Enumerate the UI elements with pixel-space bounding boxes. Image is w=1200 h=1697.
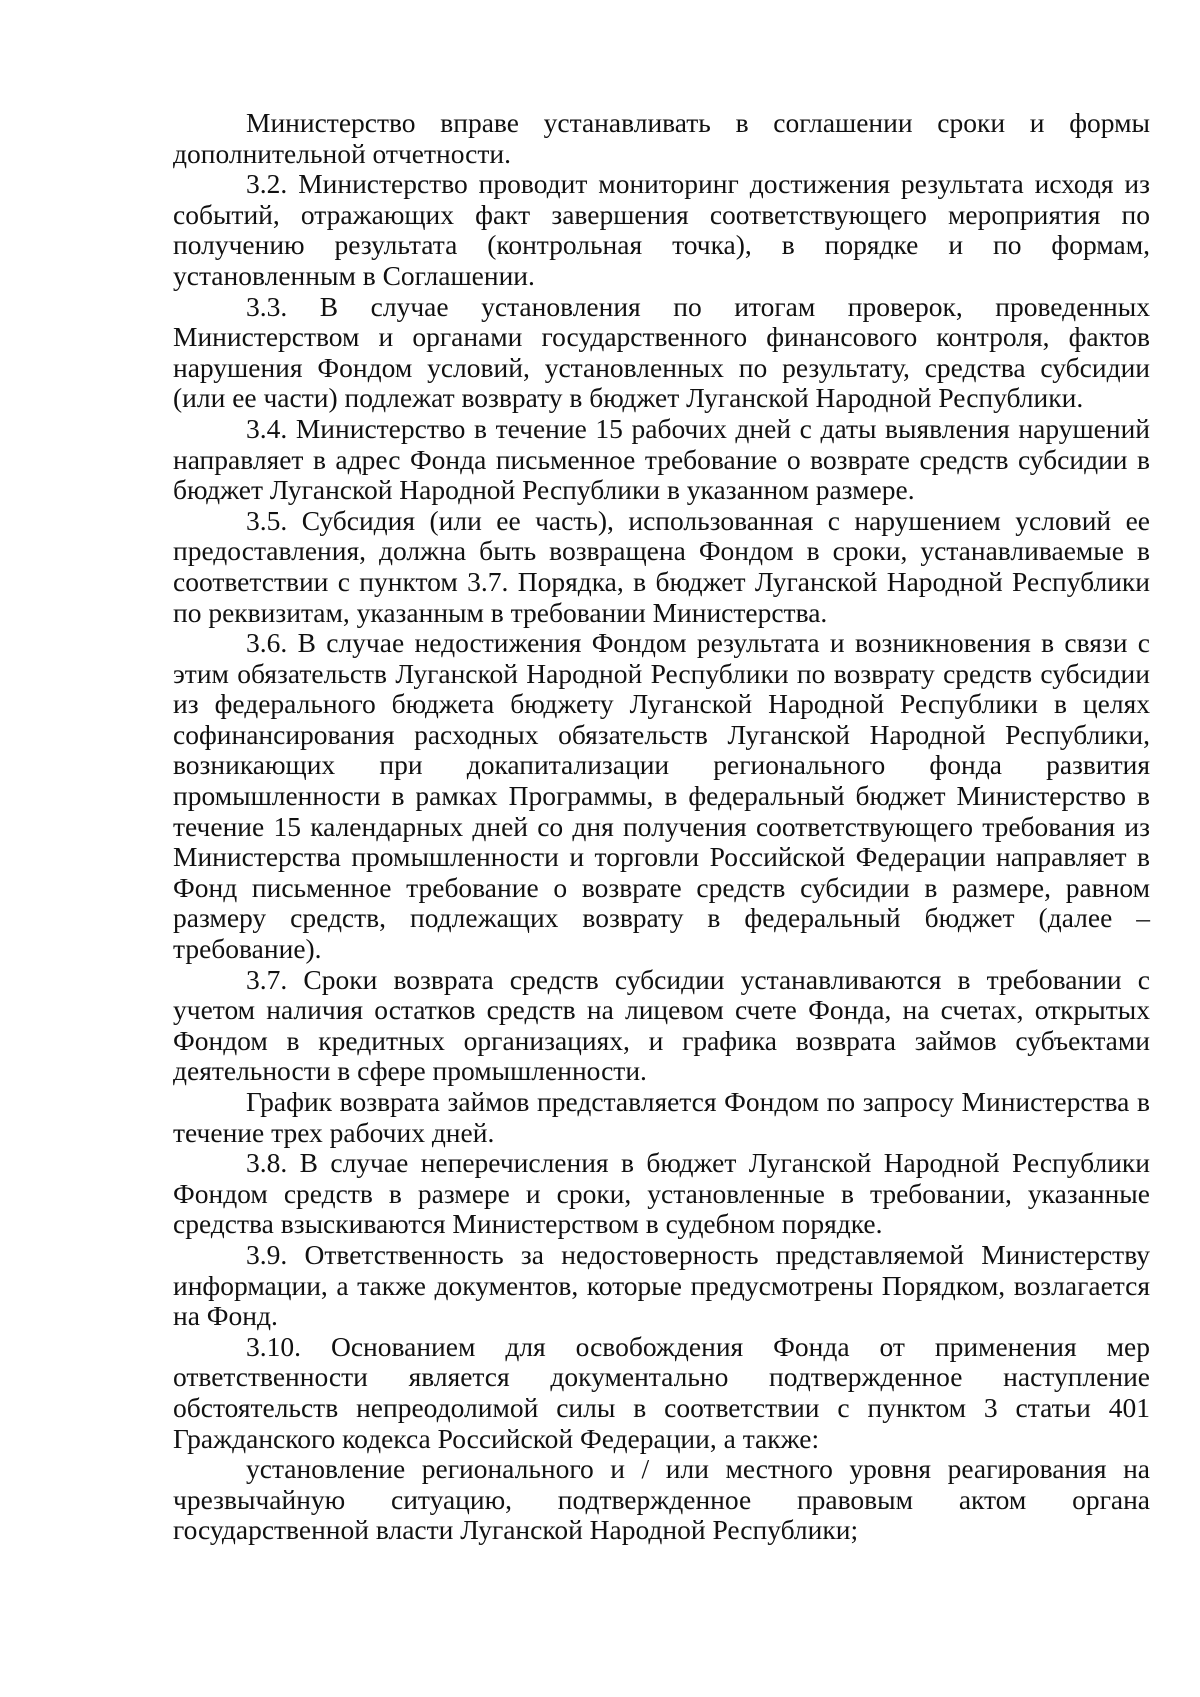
paragraph-reporting-terms: Министерство вправе устанавливать в соглашении сроки и формы дополнительной отчетности. <box>173 107 1150 169</box>
paragraph-3-4: 3.4. Министерство в течение 15 рабочих дней с даты выявления нарушений направляет в адрес Фонда письменное требование о возврате средств субсидии в бюджет Луганской Народной Республики в указанном размере. <box>173 412 1150 506</box>
paragraph-loan-schedule: График возврата займов представляется Фондом по запросу Министерства в течение трех рабочих дней. <box>173 1086 1150 1148</box>
paragraph-emergency-response: установление регионального и / или местного уровня реагирования на чрезвычайную ситуацию, подтвержденное правовым актом органа государственной власти Луганской Народной Республики; <box>173 1453 1150 1546</box>
paragraph-3-5: 3.5. Субсидия (или ее часть), использованная с нарушением условий ее предоставления, должна быть возвращена Фондом в сроки, устанавливаемые в соответствии с пунктом 3.7. Порядка, в бюджет Луганской Народной Республики по реквизитам, указанным в требовании Министерства. <box>173 504 1150 628</box>
paragraph-3-2: 3.2. Министерство проводит мониторинг достижения результата исходя из событий, отражающих факт завершения соответствующего мероприятия по получению результата (контрольная точка), в порядке и по формам, установленным в Соглашении. <box>173 168 1150 291</box>
paragraph-3-8: 3.8. В случае неперечисления в бюджет Луганской Народной Республики Фондом средств в размере и сроки, установленные в требовании, указанные средства взыскиваются Министерством в судебном порядке. <box>173 1147 1150 1240</box>
paragraph-3-7: 3.7. Сроки возврата средств субсидии устанавливаются в требовании с учетом наличия остатков средств на лицевом счете Фонда, на счетах, открытых Фондом в кредитных организациях, и графика возврата займов субъектами деятельности в сфере промышленности. <box>173 963 1150 1087</box>
document-page <box>173 108 1150 1546</box>
paragraph-3-9: 3.9. Ответственность за недостоверность представляемой Министерству информации, а также документов, которые предусмотрены Порядком, возлагается на Фонд. <box>173 1238 1150 1332</box>
paragraph-3-6: 3.6. В случае недостижения Фондом результата и возникновения в связи с этим обязательств Луганской Народной Республики по возврату средств субсидии из федерального бюджета бюджету Луганской Народной Республики в целях софинансирования расходных обязательств Луганской Народной Республики, возникающих при докапитализации регионального фонда развития промышленности в рамках Программы, в федеральный бюджет Министерство в течение 15 календарных дней со дня получения соответствующего требования из Министерства промышленности и торговли Российской Федерации направляет в Фонд письменное требование о возврате средств субсидии в размере, равном размеру средств, подлежащих возврату в федеральный бюджет (далее – требование). <box>173 627 1150 965</box>
paragraph-3-3: 3.3. В случае установления по итогам проверок, проведенных Министерством и органами государственного финансового контроля, фактов нарушения Фондом условий, установленных по результату, средства субсидии (или ее части) подлежат возврату в бюджет Луганской Народной Республики. <box>173 290 1150 414</box>
paragraph-3-10: 3.10. Основанием для освобождения Фонда от применения мер ответственности является документально подтвержденное наступление обстоятельств непреодолимой силы в соответствии с пунктом 3 статьи 401 Гражданского кодекса Российской Федерации, а также: <box>173 1330 1150 1454</box>
